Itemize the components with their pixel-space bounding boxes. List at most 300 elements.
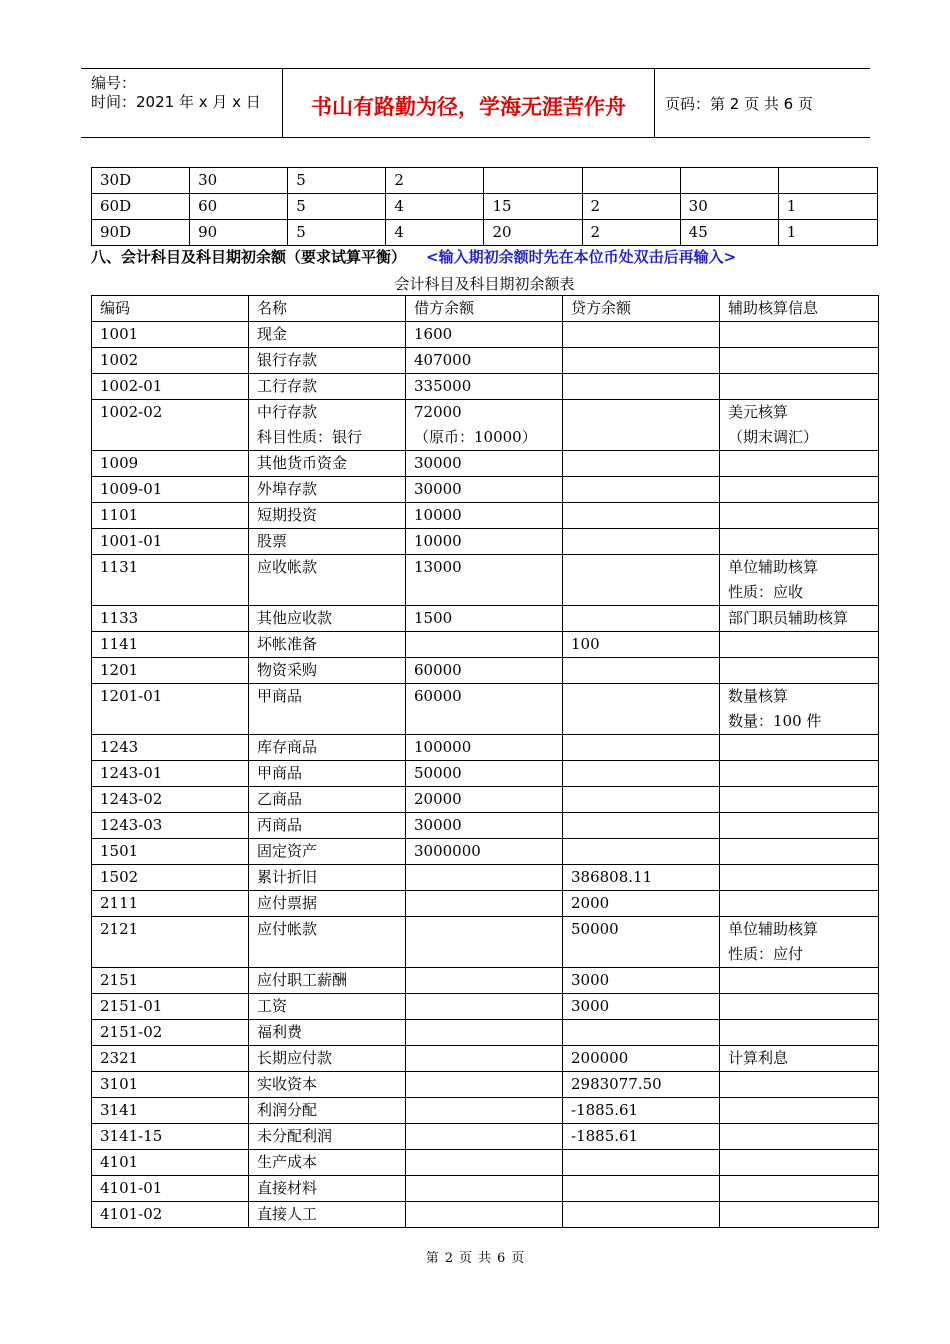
- cell-line: 银行存款: [257, 351, 318, 369]
- cell-line: 2000: [571, 894, 610, 912]
- cell-line: 固定资产: [257, 842, 318, 860]
- table-cell: [249, 451, 406, 477]
- cell-line: 甲商品: [257, 687, 303, 705]
- table-cell: [720, 348, 879, 374]
- cell-line: 美元核算: [728, 403, 789, 421]
- table-cell: [563, 529, 720, 555]
- table-cell: [720, 555, 879, 606]
- table-row: [92, 374, 879, 400]
- header-page-cell: [655, 69, 870, 137]
- table-cell: [720, 1202, 879, 1228]
- table-cell: [563, 451, 720, 477]
- cell-line: 物资采购: [257, 661, 318, 679]
- table-cell: [563, 322, 720, 348]
- table-row: [92, 813, 879, 839]
- cell-line: 3101: [100, 1075, 139, 1093]
- table-cell: [406, 451, 563, 477]
- cell-line: 单位辅助核算: [728, 558, 819, 576]
- table-cell: [92, 839, 249, 865]
- table-cell: [563, 1124, 720, 1150]
- table-cell: [563, 1098, 720, 1124]
- cell-line: 直接材料: [257, 1179, 318, 1197]
- cell-line: 3000: [571, 997, 610, 1015]
- table-cell: [406, 632, 563, 658]
- document-number-label: 编号：: [91, 74, 137, 92]
- cell-line: 累计折旧: [257, 868, 318, 886]
- table-cell: [249, 1124, 406, 1150]
- table-cell: [406, 1176, 563, 1202]
- table-cell: [92, 761, 249, 787]
- table-cell: [92, 374, 249, 400]
- cell-line: 4101-01: [100, 1179, 163, 1197]
- table-row: [92, 684, 879, 735]
- table-cell: [406, 1046, 563, 1072]
- header-cell: 编码: [92, 296, 249, 322]
- table-cell: [92, 994, 249, 1020]
- table-cell: [92, 735, 249, 761]
- table-cell: [406, 787, 563, 813]
- page-footer: [0, 1247, 950, 1266]
- table-row: [92, 968, 879, 994]
- cell-line: 4101-02: [100, 1205, 163, 1223]
- cell-line: 应付票据: [257, 894, 318, 912]
- table-cell: [249, 477, 406, 503]
- table-row: [92, 451, 879, 477]
- table-cell: [92, 477, 249, 503]
- table-cell: [406, 1202, 563, 1228]
- cell-line: 2983077.50: [571, 1075, 662, 1093]
- table-cell: [406, 1072, 563, 1098]
- cell-line: 坏帐准备: [257, 635, 318, 653]
- table-cell: [249, 322, 406, 348]
- cell-line: 335000: [414, 377, 472, 395]
- table-row: [92, 735, 879, 761]
- table-cell: [92, 451, 249, 477]
- cell-line: 1002-01: [100, 377, 163, 395]
- section-title: 八、会计科目及科目期初余额（要求试算平衡）: [91, 248, 407, 266]
- table-cell: [720, 761, 879, 787]
- table-cell: [92, 1124, 249, 1150]
- cell-line: 3000: [571, 971, 610, 989]
- table-cell: [563, 994, 720, 1020]
- table-cell: [720, 374, 879, 400]
- table-cell: [92, 658, 249, 684]
- table-cell: [406, 735, 563, 761]
- cell-line: -1885.61: [571, 1127, 639, 1145]
- table-cell: [249, 1020, 406, 1046]
- cell-line: 407000: [414, 351, 472, 369]
- table-cell: [680, 168, 778, 194]
- table-cell: [778, 168, 877, 194]
- table-cell: [249, 968, 406, 994]
- cell-line: 甲商品: [257, 764, 303, 782]
- table-cell: 30: [190, 168, 288, 194]
- table-row: [92, 1046, 879, 1072]
- table-cell: [92, 606, 249, 632]
- cell-line: 1501: [100, 842, 139, 860]
- table-row: [92, 787, 879, 813]
- table-cell: [563, 477, 720, 503]
- table-cell: [406, 348, 563, 374]
- table-row: [92, 917, 879, 968]
- table-cell: [249, 658, 406, 684]
- table-cell: [249, 917, 406, 968]
- cell-line: -1885.61: [571, 1101, 639, 1119]
- cell-line: 10000: [414, 506, 462, 524]
- table-cell: [92, 555, 249, 606]
- table-cell: [484, 168, 582, 194]
- table-cell: [249, 1202, 406, 1228]
- table-cell: [720, 658, 879, 684]
- table-cell: [406, 503, 563, 529]
- cell-line: 其他应收款: [257, 609, 333, 627]
- table-cell: [720, 322, 879, 348]
- cell-line: 30000: [414, 480, 462, 498]
- table-cell: [563, 348, 720, 374]
- cell-line: 工行存款: [257, 377, 318, 395]
- table-cell: [406, 994, 563, 1020]
- table-row: [92, 220, 878, 246]
- cell-line: 其他货币资金: [257, 454, 348, 472]
- table-cell: [406, 968, 563, 994]
- table-cell: [720, 606, 879, 632]
- table-cell: [563, 865, 720, 891]
- table-cell: [92, 348, 249, 374]
- table-cell: [406, 606, 563, 632]
- table-cell: [406, 865, 563, 891]
- footer-page-number: 2: [444, 1251, 453, 1266]
- table-cell: [406, 813, 563, 839]
- table-cell: [249, 632, 406, 658]
- table-cell: [582, 168, 680, 194]
- table-cell: [92, 917, 249, 968]
- table-cell: [249, 1072, 406, 1098]
- cell-line: 2151-02: [100, 1023, 163, 1041]
- cell-line: 中行存款: [257, 403, 318, 421]
- table-cell: [720, 1098, 879, 1124]
- table-cell: 45: [680, 220, 778, 246]
- table-cell: [406, 684, 563, 735]
- table-cell: [563, 1046, 720, 1072]
- term-table: [91, 167, 878, 246]
- cell-line: 性质：应收: [728, 583, 804, 601]
- table-cell: [249, 1150, 406, 1176]
- cell-line: 1243: [100, 738, 139, 756]
- table-cell: [249, 606, 406, 632]
- cell-line: 福利费: [257, 1023, 303, 1041]
- cell-line: 应付职工薪酬: [257, 971, 348, 989]
- table-row: [92, 400, 879, 451]
- cell-line: 短期投资: [257, 506, 318, 524]
- cell-line: 科目性质：银行: [257, 428, 363, 446]
- header-cell: 贷方余额: [563, 296, 720, 322]
- opening-balance-table: [91, 295, 879, 1228]
- footer-part: 第: [425, 1251, 439, 1266]
- footer-total-pages: 6: [497, 1251, 506, 1266]
- table-row: [92, 1150, 879, 1176]
- cell-line: 60000: [414, 687, 462, 705]
- table-cell: [249, 865, 406, 891]
- table-cell: [249, 994, 406, 1020]
- table-cell: [563, 968, 720, 994]
- table-cell: 20: [484, 220, 582, 246]
- table-cell: [563, 813, 720, 839]
- table-cell: [92, 400, 249, 451]
- cell-line: 3000000: [414, 842, 481, 860]
- cell-line: 1243-02: [100, 790, 163, 808]
- cell-line: 外埠存款: [257, 480, 318, 498]
- table-cell: 5: [288, 168, 386, 194]
- table-cell: [720, 1046, 879, 1072]
- cell-line: 1500: [414, 609, 453, 627]
- cell-line: （原币：10000）: [414, 428, 537, 446]
- table-cell: [249, 529, 406, 555]
- table-row: [92, 322, 879, 348]
- table-cell: [720, 1176, 879, 1202]
- table-cell: [92, 1202, 249, 1228]
- cell-line: 10000: [414, 532, 462, 550]
- cell-line: 股票: [257, 532, 288, 550]
- table-cell: [406, 1150, 563, 1176]
- table-cell: [720, 865, 879, 891]
- table-row: [92, 1202, 879, 1228]
- cell-line: 100000: [414, 738, 472, 756]
- table-row: [92, 632, 879, 658]
- table-cell: [563, 761, 720, 787]
- table-cell: [249, 813, 406, 839]
- cell-line: 1009: [100, 454, 139, 472]
- table-cell: [92, 322, 249, 348]
- cell-line: 数量：100 件: [728, 712, 822, 730]
- table-cell: [92, 968, 249, 994]
- cell-line: 计算利息: [728, 1049, 789, 1067]
- table-cell: [249, 761, 406, 787]
- table-cell: [406, 658, 563, 684]
- table-row: [92, 1124, 879, 1150]
- footer-part: 页: [511, 1251, 525, 1266]
- cell-line: 库存商品: [257, 738, 318, 756]
- table-cell: [563, 839, 720, 865]
- table-cell: [563, 1020, 720, 1046]
- table-cell: [720, 477, 879, 503]
- table-cell: [720, 503, 879, 529]
- cell-line: 应付帐款: [257, 920, 318, 938]
- table-cell: [249, 787, 406, 813]
- cell-line: 30000: [414, 454, 462, 472]
- table-cell: [563, 503, 720, 529]
- header-motto-cell: [283, 69, 655, 137]
- cell-line: 20000: [414, 790, 462, 808]
- cell-line: 单位辅助核算: [728, 920, 819, 938]
- table-row: [92, 529, 879, 555]
- table-cell: [406, 891, 563, 917]
- footer-part: 页: [458, 1251, 472, 1266]
- table-cell: [563, 891, 720, 917]
- table-row: [92, 1098, 879, 1124]
- table-cell: [406, 1098, 563, 1124]
- section-note: <输入期初余额时先在本位币处双击后再输入>: [426, 248, 737, 266]
- table-cell: [406, 322, 563, 348]
- table-cell: 15: [484, 194, 582, 220]
- table-row: [92, 194, 878, 220]
- cell-line: 1001: [100, 325, 139, 343]
- table-row: [92, 761, 879, 787]
- table-cell: [406, 1124, 563, 1150]
- table-cell: [720, 632, 879, 658]
- table-row: [92, 994, 879, 1020]
- table-cell: [563, 1202, 720, 1228]
- table-cell: [249, 684, 406, 735]
- cell-line: 1009-01: [100, 480, 163, 498]
- table-cell: [720, 891, 879, 917]
- table-cell: [720, 1124, 879, 1150]
- table-cell: [406, 761, 563, 787]
- table-cell: [720, 529, 879, 555]
- cell-line: 1001-01: [100, 532, 163, 550]
- table-row: [92, 839, 879, 865]
- table-row: [92, 606, 879, 632]
- cell-line: 50000: [571, 920, 619, 938]
- table-cell: [406, 1020, 563, 1046]
- table-cell: [92, 865, 249, 891]
- table-cell: [406, 529, 563, 555]
- table-cell: [720, 968, 879, 994]
- table-cell: 90D: [92, 220, 190, 246]
- table-cell: [249, 839, 406, 865]
- table-cell: [92, 813, 249, 839]
- table-cell: 1: [778, 194, 877, 220]
- table-cell: [406, 374, 563, 400]
- header-cell: 辅助核算信息: [720, 296, 879, 322]
- table-cell: [249, 555, 406, 606]
- footer-part: 共: [478, 1251, 492, 1266]
- table-cell: [249, 348, 406, 374]
- table-cell: 1: [778, 220, 877, 246]
- table-cell: 4: [386, 194, 484, 220]
- table-cell: [92, 684, 249, 735]
- table-cell: [92, 529, 249, 555]
- table-cell: [249, 891, 406, 917]
- table-cell: [563, 735, 720, 761]
- cell-line: 生产成本: [257, 1153, 318, 1171]
- table-cell: [249, 735, 406, 761]
- table-cell: [720, 994, 879, 1020]
- table-cell: [563, 684, 720, 735]
- cell-line: 长期应付款: [257, 1049, 333, 1067]
- table-cell: [563, 374, 720, 400]
- table-cell: [92, 503, 249, 529]
- table-row: [92, 1072, 879, 1098]
- table-caption: 会计科目及科目期初余额表: [394, 275, 575, 293]
- cell-line: 1002-02: [100, 403, 163, 421]
- table-cell: [720, 684, 879, 735]
- header-cell: 借方余额: [406, 296, 563, 322]
- table-cell: [92, 1150, 249, 1176]
- table-cell: [563, 632, 720, 658]
- table-cell: [406, 477, 563, 503]
- table-cell: [563, 787, 720, 813]
- table-cell: [720, 451, 879, 477]
- cell-line: 4101: [100, 1153, 139, 1171]
- cell-line: 2321: [100, 1049, 139, 1067]
- header-meta-cell: [81, 69, 283, 137]
- table-row: [92, 1020, 879, 1046]
- cell-line: 386808.11: [571, 868, 653, 886]
- table-cell: [249, 400, 406, 451]
- cell-line: 乙商品: [257, 790, 303, 808]
- cell-line: 丙商品: [257, 816, 303, 834]
- cell-line: 直接人工: [257, 1205, 318, 1223]
- table-cell: 60D: [92, 194, 190, 220]
- cell-line: 部门职员辅助核算: [728, 609, 849, 627]
- cell-line: 1101: [100, 506, 139, 524]
- table-row: [92, 555, 879, 606]
- cell-line: 3141-15: [100, 1127, 163, 1145]
- cell-line: 100: [571, 635, 600, 653]
- table-cell: [720, 400, 879, 451]
- table-row: [92, 1176, 879, 1202]
- table-cell: [406, 917, 563, 968]
- cell-line: 2111: [100, 894, 139, 912]
- table-cell: [249, 503, 406, 529]
- table-cell: [92, 1046, 249, 1072]
- cell-line: 2151-01: [100, 997, 163, 1015]
- cell-line: 1141: [100, 635, 139, 653]
- table-cell: [720, 839, 879, 865]
- table-cell: [92, 1176, 249, 1202]
- table-cell: [563, 1150, 720, 1176]
- table-cell: [563, 658, 720, 684]
- cell-line: 2121: [100, 920, 139, 938]
- cell-line: 1201: [100, 661, 139, 679]
- cell-line: 1002: [100, 351, 139, 369]
- table-cell: [249, 1176, 406, 1202]
- cell-line: 30000: [414, 816, 462, 834]
- table-cell: 5: [288, 194, 386, 220]
- table-cell: [720, 735, 879, 761]
- cell-line: 1502: [100, 868, 139, 886]
- table-row: [92, 865, 879, 891]
- table-cell: [563, 917, 720, 968]
- cell-line: 1133: [100, 609, 139, 627]
- cell-line: 200000: [571, 1049, 629, 1067]
- table-cell: [563, 1072, 720, 1098]
- table-cell: [720, 787, 879, 813]
- table-cell: [249, 1098, 406, 1124]
- table-cell: [249, 1046, 406, 1072]
- cell-line: 50000: [414, 764, 462, 782]
- cell-line: 性质：应付: [728, 945, 804, 963]
- table-cell: [563, 1176, 720, 1202]
- table-cell: [563, 606, 720, 632]
- cell-line: 1201-01: [100, 687, 163, 705]
- table-cell: [720, 1150, 879, 1176]
- cell-line: 工资: [257, 997, 288, 1015]
- table-cell: 2: [386, 168, 484, 194]
- cell-line: 利润分配: [257, 1101, 318, 1119]
- table-cell: [249, 374, 406, 400]
- table-row: [92, 348, 879, 374]
- table-cell: [720, 1020, 879, 1046]
- table-cell: [720, 1072, 879, 1098]
- cell-line: 3141: [100, 1101, 139, 1119]
- document-date-label: 时间：2021 年 x 月 x 日: [91, 93, 261, 111]
- cell-line: 2151: [100, 971, 139, 989]
- table-cell: 5: [288, 220, 386, 246]
- table-cell: [92, 787, 249, 813]
- table-cell: 30D: [92, 168, 190, 194]
- cell-line: 未分配利润: [257, 1127, 333, 1145]
